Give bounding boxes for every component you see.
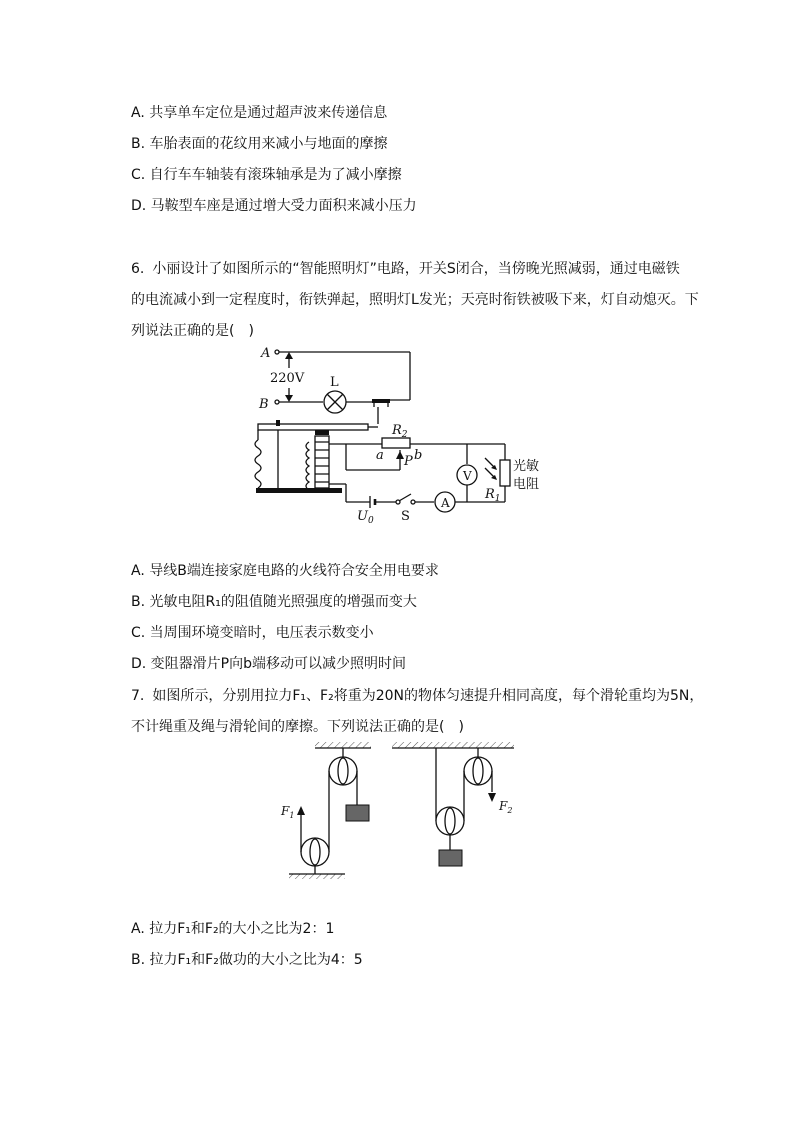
label-switch: S [401, 509, 410, 524]
q6-stem-line-2: 的电流减小到一定程度时，衔铁弹起，照明灯L发光；天亮时衔铁被吸下来，灯自动熄灭。下 [131, 292, 699, 308]
q7-number: 7. [131, 688, 145, 704]
label-voltage: 220V [270, 371, 305, 386]
label-r2: $R_2$ [392, 423, 408, 440]
q6-number: 6. [131, 261, 145, 277]
label-voltmeter: V [463, 469, 472, 483]
q7-option-b: B. 拉力F₁和F₂做功的大小之比为4：5 [131, 952, 363, 968]
label-p: P [404, 454, 413, 469]
photoresistor-r1 [500, 460, 510, 486]
q6-stem-text-1: 小丽设计了如图所示的“智能照明灯”电路，开关S闭合，当傍晚光照减弱，通过电磁铁 [152, 261, 680, 277]
q5-option-c: C. 自行车车轴装有滚珠轴承是为了减小摩擦 [131, 167, 402, 183]
label-sensor-1: 光敏 [513, 459, 540, 474]
label-lamp: L [330, 375, 339, 390]
terminal-a [275, 350, 279, 354]
q6-option-a: A. 导线B端连接家庭电路的火线符合安全用电要求 [131, 563, 439, 579]
q7-option-a: A. 拉力F₁和F₂的大小之比为2：1 [131, 921, 335, 937]
label-b: b [414, 448, 423, 463]
q6-option-b: B. 光敏电阻R₁的阻值随光照强度的增强而变大 [131, 594, 417, 610]
label-u0: $U_0$ [357, 509, 374, 524]
q5-option-d: D. 马鞍型车座是通过增大受力面积来减小压力 [131, 198, 417, 214]
q7-stem-line-2: 不计绳重及绳与滑轮间的摩擦。下列说法正确的是( ) [131, 719, 464, 735]
label-a: a [376, 448, 384, 463]
label-terminal-a: A [261, 346, 271, 361]
label-terminal-b: B [259, 397, 269, 412]
q5-option-b: B. 车胎表面的花纹用来减小与地面的摩擦 [131, 136, 388, 152]
label-f2: $F_2$ [499, 799, 513, 815]
label-ammeter: A [441, 496, 450, 510]
q6-circuit-figure [250, 342, 540, 524]
terminal-b [275, 400, 279, 404]
q6-stem-line-3: 列说法正确的是( ) [131, 323, 254, 339]
label-r1: $R_1$ [485, 487, 501, 504]
q5-option-a: A. 共享单车定位是通过超声波来传递信息 [131, 105, 388, 121]
left-weight [346, 805, 369, 821]
label-sensor-2: 电阻 [513, 477, 540, 492]
q6-stem-line-1 [131, 259, 680, 279]
q7-stem-text-1: 如图所示，分别用拉力F₁、F₂将重为20N的物体匀速提升相同高度，每个滑轮重均为5N， [152, 688, 704, 704]
q6-option-c: C. 当周围环境变暗时，电压表示数变小 [131, 625, 374, 641]
label-f1: $F_1$ [281, 804, 295, 820]
q7-pulley-figure [280, 738, 520, 883]
right-weight [439, 850, 462, 866]
q6-option-d: D. 变阻器滑片P向b端移动可以减少照明时间 [131, 656, 407, 672]
q7-stem-line-1 [131, 686, 703, 706]
